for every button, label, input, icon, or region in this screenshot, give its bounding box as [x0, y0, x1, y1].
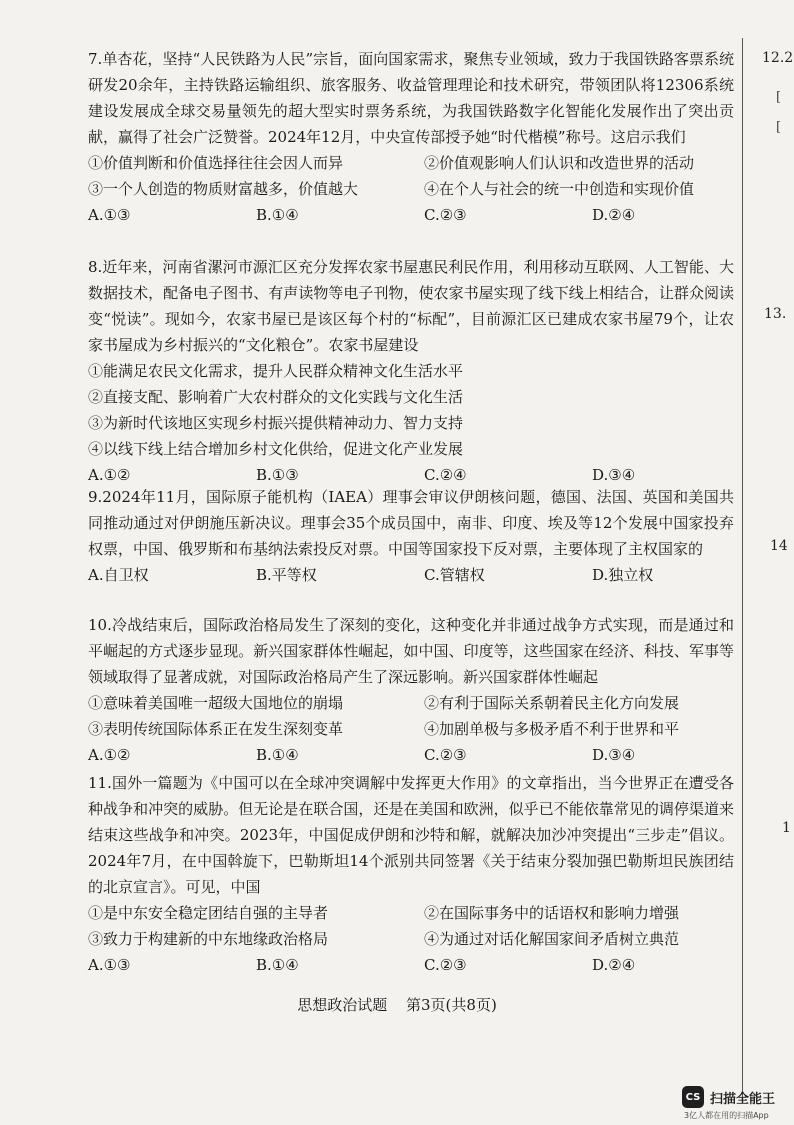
scanner-tagline: 3亿人都在用的扫描App	[684, 1111, 769, 1120]
option-row	[88, 690, 734, 716]
question-11	[88, 770, 734, 978]
answer-choice: A.自卫权	[88, 566, 149, 584]
answer-choice: C.②④	[424, 466, 467, 484]
answer-row	[88, 742, 734, 768]
answer-choice: D.③④	[592, 466, 636, 484]
edge-fragment-bottom: 1	[782, 820, 791, 836]
option-item: ③一个人创造的物质财富越多，价值越大	[88, 180, 359, 198]
option-row	[88, 176, 734, 202]
answer-choice: C.②③	[424, 206, 467, 224]
answer-choice: A.①②	[88, 746, 131, 764]
option-item: ①意味着美国唯一超级大国地位的崩塌	[88, 694, 344, 712]
answer-choice: B.平等权	[256, 566, 317, 584]
answer-row	[88, 562, 734, 588]
option-row	[88, 900, 734, 926]
question-stem: 11.国外一篇题为《中国可以在全球冲突调解中发挥更大作用》的文章指出，当今世界正在遭受各种战争和冲突的威胁。但无论是在联合国，还是在美国和欧洲，似乎已不能依靠常见的调停渠道来结束这些战争和冲突。2023年，中国促成伊朗和沙特和解，就解决加沙冲突提出“三步走”倡议。2024年7月，在中国斡旋下，巴勒斯坦14个派别共同签署《关于结束分裂加强巴勒斯坦民族团结的北京宣言》。可见，中国	[88, 774, 734, 896]
question-7	[88, 46, 734, 228]
option-row	[88, 926, 734, 952]
question-8	[88, 254, 734, 488]
question-stem: 9.2024年11月，国际原子能机构（IAEA）理事会审议伊朗核问题，德国、法国、英国和美国共同推动通过对伊朗施压新决议。理事会35个成员国中，南非、印度、埃及等12个发展中国家投弃权票，中国、俄罗斯和布基纳法索投反对票。中国等国家投下反对票，主要体现了主权国家的	[88, 488, 734, 558]
option-item: ②直接支配、影响着广大农村群众的文化实践与文化生活	[88, 388, 464, 406]
answer-row	[88, 202, 734, 228]
edge-fragment-mid: 13.	[764, 306, 787, 322]
option-item: ④以线下线上结合增加乡村文化供给，促进文化产业发展	[88, 440, 464, 458]
answer-choice: A.①③	[88, 956, 131, 974]
scanner-watermark	[682, 1086, 775, 1108]
answer-choice: B.①④	[256, 746, 299, 764]
edge-fragment-top: 12.2	[762, 50, 794, 66]
answer-choice: D.独立权	[592, 566, 654, 584]
scanner-app-name: 扫描全能王	[710, 1091, 776, 1107]
page-margin-line	[742, 38, 743, 1098]
answer-choice: D.②④	[592, 956, 636, 974]
question-10	[88, 612, 734, 768]
footer-subject: 思想政治试题	[297, 996, 388, 1014]
answer-choice: C.②③	[424, 746, 467, 764]
answer-choice: D.③④	[592, 746, 636, 764]
edge-fragment-top-b: [	[776, 90, 782, 105]
question-stem: 10.冷战结束后，国际政治格局发生了深刻的变化，这种变化并非通过战争方式实现，而是通过和平崛起的方式逐步显现。新兴国家群体性崛起，如中国、印度等，这些国家在经济、科技、军事等领域取得了显著成就，对国际政治格局产生了深远影响。新兴国家群体性崛起	[88, 616, 734, 686]
option-item: ③为新时代该地区实现乡村振兴提供精神动力、智力支持	[88, 414, 464, 432]
option-item: ③表明传统国际体系正在发生深刻变革	[88, 720, 344, 738]
answer-choice: B.①③	[256, 466, 299, 484]
option-row	[88, 150, 734, 176]
answer-choice: C.②③	[424, 956, 467, 974]
page-footer	[0, 994, 794, 1015]
edge-fragment-low: 14	[770, 538, 788, 554]
option-item: ①是中东安全稳定团结自强的主导者	[88, 904, 329, 922]
option-item: ②有利于国际关系朝着民主化方向发展	[424, 694, 680, 712]
answer-choice: B.①④	[256, 206, 299, 224]
answer-choice: D.②④	[592, 206, 636, 224]
question-9	[88, 484, 734, 588]
question-stem: 7.单杏花，坚持“人民铁路为人民”宗旨，面向国家需求，聚焦专业领域，致力于我国铁路客票系统研发20余年，主持铁路运输组织、旅客服务、收益管理理论和技术研究，带领团队将12306系统建设发展成全球交易量领先的超大型实时票务系统，为我国铁路数字化智能化发展作出了突出贡献，赢得了社会广泛赞誉。2024年12月，中央宣传部授予她“时代楷模”称号。这启示我们	[88, 50, 734, 146]
option-item: ①能满足农民文化需求，提升人民群众精神文化生活水平	[88, 362, 464, 380]
answer-choice: A.①②	[88, 466, 131, 484]
footer-page-number: 第3页(共8页)	[406, 996, 497, 1014]
answer-choice: C.管辖权	[424, 566, 485, 584]
option-list	[88, 358, 734, 462]
camscanner-logo-icon: CS	[682, 1086, 704, 1108]
option-item: ④为通过对话化解国家间矛盾树立典范	[424, 930, 680, 948]
option-item: ④在个人与社会的统一中创造和实现价值	[424, 180, 695, 198]
option-item: ④加剧单极与多极矛盾不利于世界和平	[424, 720, 680, 738]
option-item: ②在国际事务中的话语权和影响力增强	[424, 904, 680, 922]
edge-fragment-top-c: [	[776, 120, 782, 135]
option-item: ②价值观影响人们认识和改造世界的活动	[424, 154, 695, 172]
option-item: ①价值判断和价值选择往往会因人而异	[88, 154, 344, 172]
answer-choice: B.①④	[256, 956, 299, 974]
answer-row	[88, 952, 734, 978]
option-row	[88, 716, 734, 742]
question-stem: 8.近年来，河南省漯河市源汇区充分发挥农家书屋惠民利民作用，利用移动互联网、人工智能、大数据技术，配备电子图书、有声读物等电子刊物，使农家书屋实现了线下线上相结合，让群众阅读变“悦读”。现如今，农家书屋已是该区每个村的“标配”，目前源汇区已建成农家书屋79个，让农家书屋成为乡村振兴的“文化粮仓”。农家书屋建设	[88, 258, 734, 354]
option-item: ③致力于构建新的中东地缘政治格局	[88, 930, 329, 948]
answer-choice: A.①③	[88, 206, 131, 224]
